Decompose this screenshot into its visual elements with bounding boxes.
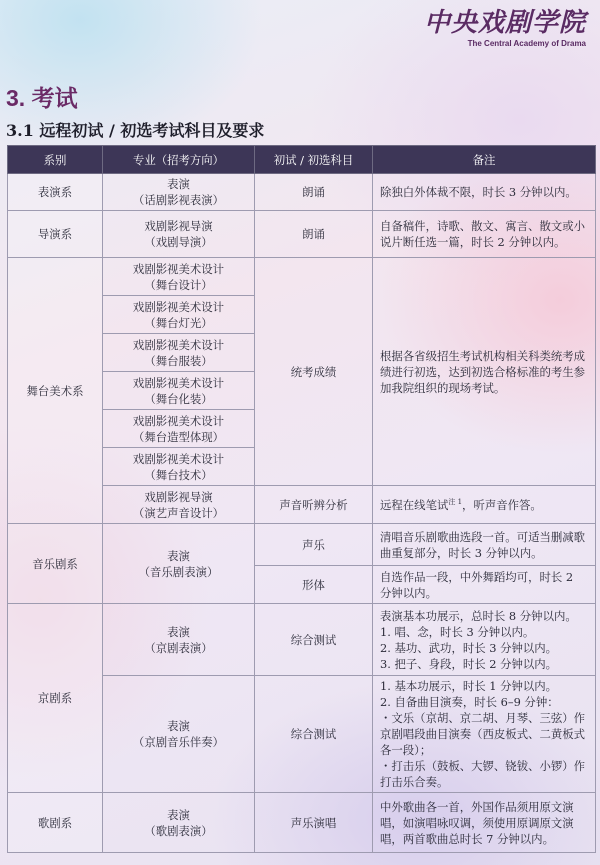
- footnote-mark: 注 1: [448, 497, 463, 506]
- table-row: [8, 174, 596, 211]
- dept-cell: 导演系: [8, 211, 103, 258]
- major-cell: 戏剧影视导演 （戏剧导演）: [103, 211, 255, 258]
- header-dept: 系别: [8, 146, 103, 174]
- table-row: [8, 793, 596, 853]
- note-cell: 清唱音乐剧歌曲选段一首。可适当删减歌曲重复部分，时长 3 分钟以内。: [373, 524, 596, 566]
- subject-cell: 声乐演唱: [255, 793, 373, 853]
- table-row: [8, 524, 596, 566]
- note-cell: 除独白外体裁不限，时长 3 分钟以内。: [373, 174, 596, 211]
- logo-english: The Central Academy of Drama: [467, 39, 586, 48]
- exam-requirements-table: [7, 145, 596, 853]
- academy-logo: [424, 8, 586, 48]
- subject-cell: 朗诵: [255, 174, 373, 211]
- major-cell: 表演 （音乐剧表演）: [103, 524, 255, 604]
- major-cell: 戏剧影视导演 （演艺声音设计）: [103, 486, 255, 524]
- dept-cell: 舞台美术系: [8, 258, 103, 524]
- major-cell: 戏剧影视美术设计 （舞台设计）: [103, 258, 255, 296]
- header-major: 专业（招考方向）: [103, 146, 255, 174]
- header-subject: 初试 / 初选科目: [255, 146, 373, 174]
- subject-cell: 综合测试: [255, 604, 373, 676]
- subject-cell: 声乐: [255, 524, 373, 566]
- note-cell: 远程在线笔试$^{注 1}$，听声音作答。: [373, 486, 596, 524]
- major-cell: 戏剧影视美术设计 （舞台造型体现）: [103, 410, 255, 448]
- major-cell: 表演 （京剧表演）: [103, 604, 255, 676]
- section-title: 3. 考试: [6, 85, 78, 111]
- subject-cell: 统考成绩: [255, 258, 373, 486]
- note-cell: 表演基本功展示，总时长 8 分钟以内。 1. 唱、念，时长 3 分钟以内。 2. 基功、武功，时长 3 分钟以内。 3. 把子、身段，时长 2 分钟以内。: [373, 604, 596, 676]
- note-cell: 中外歌曲各一首，外国作品须用原文演唱，如演唱咏叹调，须使用原调原文演唱，两首歌曲总时长 7 分钟以内。: [373, 793, 596, 853]
- subject-cell: 形体: [255, 566, 373, 604]
- note-cell: 自备稿件，诗歌、散文、寓言、散文或小说片断任选一篇，时长 2 分钟以内。: [373, 211, 596, 258]
- sub-title: 3.1 远程初试 / 初选考试科目及要求: [6, 121, 265, 140]
- subject-cell: 声音听辨分析: [255, 486, 373, 524]
- major-cell: 表演 （京剧音乐伴奏）: [103, 676, 255, 793]
- major-cell: 戏剧影视美术设计 （舞台化装）: [103, 372, 255, 410]
- major-cell: 表演 （话剧影视表演）: [103, 174, 255, 211]
- table-row: [8, 258, 596, 296]
- major-cell: 表演 （歌剧表演）: [103, 793, 255, 853]
- dept-cell: 音乐剧系: [8, 524, 103, 604]
- note-cell: 自选作品一段，中外舞蹈均可，时长 2 分钟以内。: [373, 566, 596, 604]
- major-cell: 戏剧影视美术设计 （舞台灯光）: [103, 296, 255, 334]
- table-header-row: [8, 146, 596, 174]
- dept-cell: 表演系: [8, 174, 103, 211]
- major-cell: 戏剧影视美术设计 （舞台服装）: [103, 334, 255, 372]
- subject-cell: 朗诵: [255, 211, 373, 258]
- table-row: [8, 604, 596, 676]
- major-cell: 戏剧影视美术设计 （舞台技术）: [103, 448, 255, 486]
- dept-cell: 京剧系: [8, 604, 103, 793]
- table-row: [8, 211, 596, 258]
- note-cell: 1. 基本功展示，时长 1 分钟以内。 2. 自备曲目演奏，时长 6–9 分钟： ・文乐（京胡、京二胡、月琴、三弦）作京剧唱段曲目演奏（西皮板式、二黄板式各一段）； ・打击乐（鼓板、大锣、铙钹、小锣）作打击乐合奏。: [373, 676, 596, 793]
- subject-cell: 综合测试: [255, 676, 373, 793]
- note-cell: 根据各省级招生考试机构相关科类统考成绩进行初选，达到初选合格标准的考生参加我院组织的现场考试。: [373, 258, 596, 486]
- dept-cell: 歌剧系: [8, 793, 103, 853]
- header-note: 备注: [373, 146, 596, 174]
- logo-chinese: 中央戏剧学院: [423, 8, 586, 38]
